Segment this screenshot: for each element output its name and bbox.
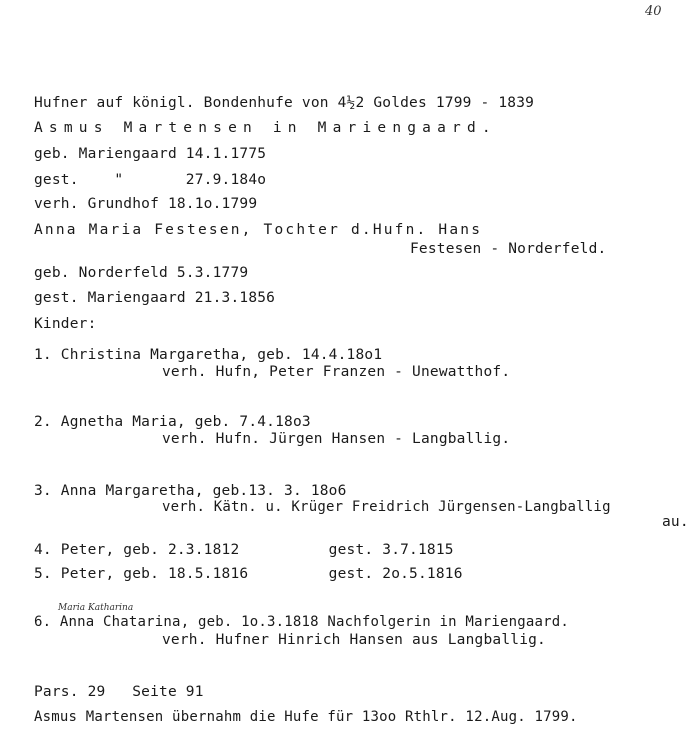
spouse-name: Anna Maria Festesen, Tochter d.Hufn. Hans bbox=[34, 222, 483, 238]
footer-reference: Pars. 29 Seite 91 bbox=[34, 684, 204, 700]
child-6-handwritten-names: Maria Katharina bbox=[58, 603, 134, 613]
child-6-line1: 6. Anna Chatarina, geb. 1o.3.1818 Nachfolgerin in Mariengaard. bbox=[34, 614, 569, 630]
owner-name: Asmus Martensen in Mariengaard. bbox=[34, 120, 497, 136]
child-3-line1: 3. Anna Margaretha, geb.13. 3. 18o6 bbox=[34, 483, 347, 499]
spouse-born: geb. Norderfeld 5.3.1779 bbox=[34, 265, 249, 281]
page-number: 40 bbox=[645, 4, 662, 19]
owner-married: verh. Grundhof 18.1o.1799 bbox=[34, 196, 258, 212]
child-6-line2: verh. Hufner Hinrich Hansen aus Langballig. bbox=[162, 632, 546, 648]
child-5-line1: 5. Peter, geb. 18.5.1816 gest. 2o.5.1816 bbox=[34, 566, 463, 582]
child-2-line2: verh. Hufn. Jürgen Hansen - Langballig. bbox=[162, 431, 511, 447]
footer-note: Asmus Martensen übernahm die Hufe für 13oo Rthlr. 12.Aug. 1799. bbox=[34, 709, 578, 725]
child-2-line1: 2. Agnetha Maria, geb. 7.4.18o3 bbox=[34, 414, 311, 430]
header-title: Hufner auf königl. Bondenhufe von 4½2 Goldes 1799 - 1839 bbox=[34, 95, 535, 111]
child-1-line1: 1. Christina Margaretha, geb. 14.4.18o1 bbox=[34, 347, 383, 363]
child-3-line2: verh. Kätn. u. Krüger Freidrich Jürgensen-Langballig bbox=[162, 499, 611, 515]
child-4-line1: 4. Peter, geb. 2.3.1812 gest. 3.7.1815 bbox=[34, 542, 454, 558]
owner-born: geb. Mariengaard 14.1.1775 bbox=[34, 146, 267, 162]
child-3-line3: au. bbox=[662, 514, 689, 530]
spouse-died: gest. Mariengaard 21.3.1856 bbox=[34, 290, 276, 306]
child-1-line2: verh. Hufn, Peter Franzen - Unewatthof. bbox=[162, 364, 511, 380]
children-heading: Kinder: bbox=[34, 316, 97, 332]
owner-died: gest. " 27.9.184o bbox=[34, 172, 267, 188]
spouse-name-cont: Festesen - Norderfeld. bbox=[410, 241, 607, 257]
